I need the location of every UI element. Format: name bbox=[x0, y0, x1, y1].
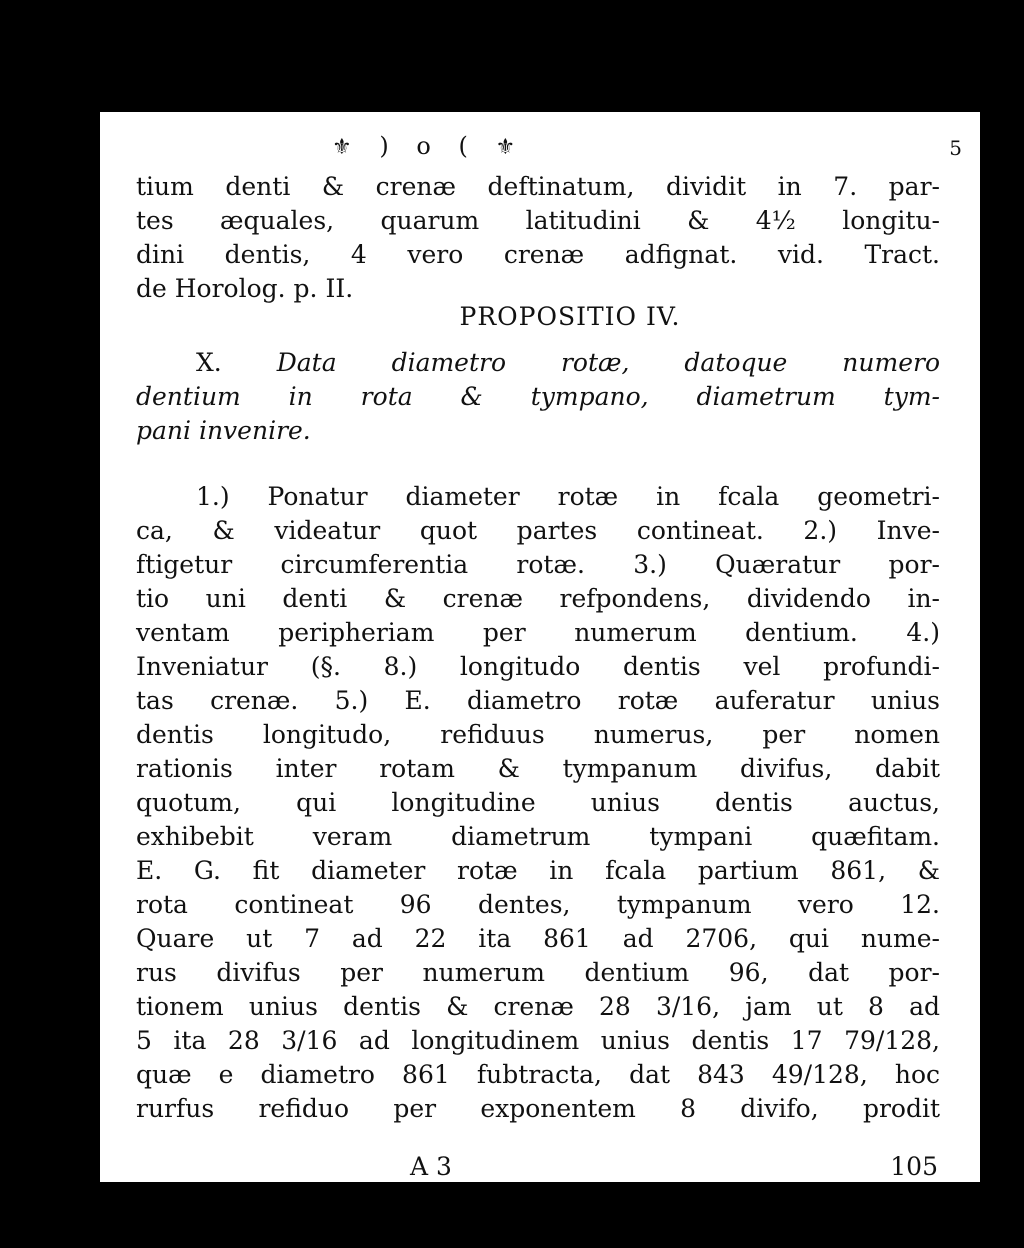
ornament-right-icon: ⚜ bbox=[495, 135, 526, 160]
book-page bbox=[100, 112, 980, 1182]
solution-body bbox=[136, 480, 940, 1126]
page-number: 5 bbox=[949, 136, 962, 160]
text-line: 1.) Ponatur diameter rotæ in fcala geometri- bbox=[196, 482, 940, 511]
text-line: rurfus refiduo per exponentem 8 divifo, prodit bbox=[136, 1094, 940, 1123]
signature-mark: A 3 bbox=[410, 1152, 452, 1181]
proposition-statement bbox=[136, 346, 940, 448]
text-line: tionem unius dentis & crenæ 28 3/16, jam ut 8 ad bbox=[136, 992, 940, 1021]
running-head-text: ) o ( bbox=[379, 132, 478, 160]
text-line: ftigetur circumferentia rotæ. 3.) Quæratur por- bbox=[136, 550, 940, 579]
text-line: ventam peripheriam per numerum dentium. 4.) bbox=[136, 618, 940, 647]
text-line: E. G. fit diameter rotæ in fcala partium 861, & bbox=[136, 856, 940, 885]
page-header bbox=[100, 132, 980, 172]
text-line: tas crenæ. 5.) E. diametro rotæ auferatur unius bbox=[136, 686, 940, 715]
text-line: quotum, qui longitudine unius dentis auctus, bbox=[136, 788, 940, 817]
paragraph-continuation bbox=[136, 170, 940, 306]
text-line: Inveniatur (§. 8.) longitudo dentis vel profundi- bbox=[136, 652, 940, 681]
text-line: exhibebit veram diametrum tympani quæfitam. bbox=[136, 822, 940, 851]
text-line: tes æquales, quarum latitudini & 4½ longitu- bbox=[136, 206, 940, 235]
text-line: Quare ut 7 ad 22 ita 861 ad 2706, qui nume- bbox=[136, 924, 940, 953]
text-line: quæ e diametro 861 fubtracta, dat 843 49/128, hoc bbox=[136, 1060, 940, 1089]
text-line: ca, & videatur quot partes contineat. 2.) Inve- bbox=[136, 516, 940, 545]
text-line: rus divifus per numerum dentium 96, dat por- bbox=[136, 958, 940, 987]
text-line: rationis inter rotam & tympanum divifus, dabit bbox=[136, 754, 940, 783]
page-footer bbox=[100, 1152, 980, 1186]
text-line: dini dentis, 4 vero crenæ adfignat. vid. Tract. bbox=[136, 240, 940, 269]
text-line: rota contineat 96 dentes, tympanum vero 12. bbox=[136, 890, 940, 919]
catchword: 105 bbox=[890, 1152, 938, 1181]
text-line: de Horolog. p. II. bbox=[136, 274, 354, 303]
text-line bbox=[136, 346, 940, 380]
running-head bbox=[332, 132, 525, 160]
proposition-line: Data diametro rotæ, datoque numero bbox=[276, 348, 941, 377]
proposition-line: dentium in rota & tympano, diametrum tym- bbox=[136, 382, 940, 411]
text-line: dentis longitudo, refiduus numerus, per nomen bbox=[136, 720, 940, 749]
proposition-heading: PROPOSITIO IV. bbox=[459, 302, 681, 331]
text-line: tium denti & crenæ deftinatum, dividit in 7. par- bbox=[136, 172, 940, 201]
section-number: X. bbox=[196, 348, 222, 377]
text-line: 5 ita 28 3/16 ad longitudinem unius dentis 17 79/128, bbox=[136, 1026, 940, 1055]
ornament-left-icon: ⚜ bbox=[332, 135, 362, 160]
text-line: tio uni denti & crenæ refpondens, dividendo in- bbox=[136, 584, 940, 613]
proposition-line: pani invenire. bbox=[136, 416, 311, 445]
